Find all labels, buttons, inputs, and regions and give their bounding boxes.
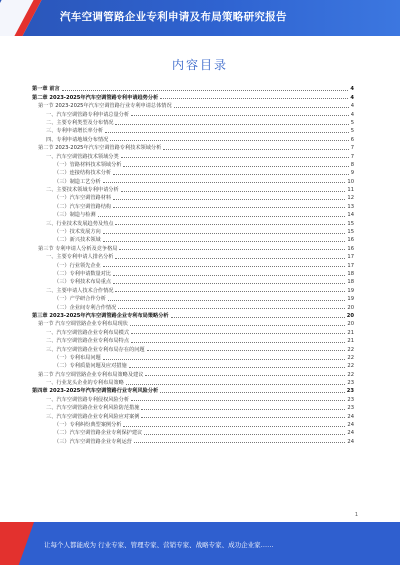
toc-entry[interactable] <box>32 285 354 293</box>
toc-entry[interactable] <box>32 369 354 377</box>
toc-entry-label: （二）专利质量问题及应对措施 <box>54 363 127 370</box>
toc-entry-page: 10 <box>347 178 354 185</box>
toc-entry-page: 23 <box>346 388 354 395</box>
toc-entry-page: 24 <box>347 438 354 445</box>
toc-entry[interactable] <box>32 109 354 117</box>
toc-entry[interactable] <box>32 218 354 226</box>
toc-entry-page: 20 <box>347 304 354 311</box>
toc-entry-label: 一、主要专利申请人排名分析 <box>46 254 114 261</box>
toc-leader-dots <box>147 350 346 351</box>
toc-leader-dots <box>130 325 346 326</box>
toc-entry-label: （二）企业间专利合作情况 <box>54 304 117 311</box>
toc-leader-dots <box>119 249 345 250</box>
toc-entry-page: 21 <box>347 329 354 336</box>
toc-leader-dots <box>160 98 348 99</box>
report-title: 汽车空调管路企业专利申请及布局策略研究报告 <box>60 11 287 23</box>
toc-entry-label: （三）汽车空调管路企业专利运营 <box>54 438 132 445</box>
toc-heading: 内容目录 <box>171 58 228 72</box>
toc-entry-label: 第二章 2023-2025年汽车空调管路专利申请趋势分析 <box>32 94 159 101</box>
toc-entry[interactable] <box>32 243 354 251</box>
toc-entry-page: 19 <box>347 287 354 294</box>
toc-entry-label: （一）行业领先企业 <box>54 262 101 269</box>
toc-leader-dots <box>113 283 345 284</box>
toc-entry[interactable] <box>32 235 354 243</box>
toc-entry-label: 第三章 2023-2025年汽车空调管路企业专利布局策略分析 <box>32 312 169 319</box>
toc-leader-dots <box>131 400 345 401</box>
toc-entry-page: 11 <box>347 187 354 194</box>
toc-leader-dots <box>163 149 348 150</box>
toc-entry-label: 一、行业龙头企业的专利布局策略 <box>46 380 124 387</box>
toc-entry-page: 17 <box>347 254 354 261</box>
toc-entry[interactable] <box>32 277 354 285</box>
toc-leader-dots <box>113 207 345 208</box>
toc-entry-page: 23 <box>347 396 354 403</box>
footer-slogan: 让每个人都能成为 行业专家、管理专家、营销专家、战略专家、成功企业家…… <box>44 541 274 549</box>
toc-entry[interactable] <box>32 336 354 344</box>
toc-entry-label: 一、汽车空调管路企业专利布局模式 <box>46 329 130 336</box>
toc-entry-label: 第一章 前言 <box>32 86 60 93</box>
toc-entry-page: 22 <box>347 371 354 378</box>
toc-entry-label: （三）制造工艺分析 <box>54 178 101 185</box>
report-header <box>0 0 400 36</box>
toc-entry-label: （一）专利布局问题 <box>54 354 101 361</box>
toc-entry[interactable] <box>32 319 354 327</box>
toc-leader-dots <box>113 275 345 276</box>
toc-entry[interactable] <box>32 386 354 394</box>
toc-entry-page: 20 <box>346 312 354 319</box>
toc-entry[interactable] <box>32 260 354 268</box>
toc-entry[interactable] <box>32 210 354 218</box>
toc-leader-dots <box>141 409 345 410</box>
toc-entry-label: 二、主要专利类型及分布情况 <box>46 119 114 126</box>
toc-entry-page: 22 <box>347 354 354 361</box>
toc-entry[interactable] <box>32 201 354 209</box>
toc-entry-label: 第四章 2023-2025年汽车空调管路行业专利风险分析 <box>32 388 159 395</box>
toc-entry[interactable] <box>32 227 354 235</box>
toc-entry-label: （二）专利申请数量对比 <box>54 270 112 277</box>
toc-entry-page: 7 <box>350 153 354 160</box>
toc-entry[interactable] <box>32 269 354 277</box>
toc-entry-label: （三）制造与检测 <box>54 212 96 219</box>
toc-entry-label: 第二节 汽车空调管路企业专利布局策略及建议 <box>38 371 144 378</box>
toc-entry-page: 14 <box>347 212 354 219</box>
toc-entry-page: 12 <box>347 195 354 202</box>
toc-entry-page: 5 <box>350 119 354 126</box>
toc-leader-dots <box>115 224 345 225</box>
toc-leader-dots <box>108 300 346 301</box>
toc-entry-page: 24 <box>347 430 354 437</box>
toc-leader-dots <box>131 333 345 334</box>
toc-entry[interactable] <box>32 394 354 402</box>
toc-leader-dots <box>126 384 346 385</box>
toc-entry-page: 4 <box>350 111 354 118</box>
toc-leader-dots <box>118 308 345 309</box>
toc-entry-label: 三、汽车空调管路企业专利风险应对案例 <box>46 413 140 420</box>
toc-leader-dots <box>174 107 349 108</box>
toc-entry[interactable] <box>32 411 354 419</box>
toc-entry-label: 二、汽车空调管路企业专利布局特点 <box>46 338 130 345</box>
toc-entry[interactable] <box>32 361 354 369</box>
toc-entry-label: （一）产学研合作分析 <box>54 296 106 303</box>
toc-leader-dots <box>131 342 345 343</box>
toc-entry[interactable] <box>32 160 354 168</box>
toc-entry-page: 20 <box>347 321 354 328</box>
toc-leader-dots <box>98 216 346 217</box>
toc-entry-page: 18 <box>347 279 354 286</box>
toc-entry[interactable] <box>32 294 354 302</box>
toc-leader-dots <box>113 199 345 200</box>
toc-entry-page: 24 <box>347 422 354 429</box>
toc-leader-dots <box>123 166 348 167</box>
toc-entry-label: 第一节 2023-2025年汽车空调管路行业专利申请总体情况 <box>38 103 172 110</box>
toc-leader-dots <box>134 442 346 443</box>
toc-entry-label: （二）连接结构技术分析 <box>54 170 112 177</box>
toc-entry-page: 8 <box>350 161 354 168</box>
toc-leader-dots <box>123 426 345 427</box>
toc-entry[interactable] <box>32 193 354 201</box>
report-footer <box>0 522 400 565</box>
toc-entry-page: 13 <box>347 203 354 210</box>
toc-entry-page: 7 <box>350 145 354 152</box>
toc-entry-page: 19 <box>347 296 354 303</box>
toc-entry-page: 5 <box>350 128 354 135</box>
page-number: 1 <box>354 512 358 518</box>
toc-leader-dots <box>121 191 346 192</box>
toc-entry-label: （二）汽车空调管路企业专利保护建议 <box>54 430 143 437</box>
toc-entry-label: （一）管路材料技术领域分析 <box>54 161 122 168</box>
toc-entry-page: 22 <box>347 346 354 353</box>
toc-entry-page: 23 <box>347 380 354 387</box>
toc-entry-page: 24 <box>347 413 354 420</box>
toc-entry[interactable] <box>32 428 354 436</box>
toc-entry-page: 4 <box>350 103 354 110</box>
toc-entry[interactable] <box>32 344 354 352</box>
toc-entry-label: （一）汽车空调管路材料 <box>54 195 112 202</box>
toc-leader-dots <box>144 434 345 435</box>
toc-leader-dots <box>103 182 346 183</box>
toc-entry[interactable] <box>32 118 354 126</box>
toc-leader-dots <box>171 317 345 318</box>
toc-leader-dots <box>121 157 349 158</box>
toc-leader-dots <box>145 375 345 376</box>
toc-entry-page: 16 <box>347 245 354 252</box>
toc-leader-dots <box>129 367 346 368</box>
toc-entry[interactable] <box>32 302 354 310</box>
toc-leader-dots <box>115 258 345 259</box>
toc-leader-dots <box>103 359 346 360</box>
toc-entry-page: 18 <box>347 270 354 277</box>
toc-entry-label: 三、行业技术发展趋势及热点 <box>46 220 114 227</box>
toc-entry-label: 第一节 汽车空调管路企业专利布局现状 <box>38 321 128 328</box>
toc-leader-dots <box>105 132 349 133</box>
toc-entry-label: （一）专利纠纷典型案例分析 <box>54 422 122 429</box>
toc-entry[interactable] <box>32 168 354 176</box>
toc-entry-label: （三）专利技术布局重点 <box>54 279 112 286</box>
toc-entry[interactable] <box>32 327 354 335</box>
toc-entry-label: 三、汽车空调管路企业专利布局存在的问题 <box>46 346 145 353</box>
toc-entry-page: 4 <box>350 94 354 101</box>
toc-entry[interactable] <box>32 436 354 444</box>
toc-entry-label: （二）汽车空调管路结构 <box>54 203 112 210</box>
toc-entry-label: 三、专利申请增长率分析 <box>46 128 104 135</box>
toc-leader-dots <box>115 291 345 292</box>
toc-entry-page: 23 <box>347 405 354 412</box>
toc-entry-page: 9 <box>350 170 354 177</box>
toc-entry[interactable] <box>32 252 354 260</box>
toc-entry-page: 15 <box>347 229 354 236</box>
toc-entry[interactable] <box>32 143 354 151</box>
toc-entry[interactable] <box>32 151 354 159</box>
toc-entry[interactable] <box>32 420 354 428</box>
toc-leader-dots <box>113 174 349 175</box>
toc-entry-page: 21 <box>347 338 354 345</box>
toc-entry-label: （二）新兴技术领域 <box>54 237 101 244</box>
toc-entry-label: 二、主要技术领域专利申请分析 <box>46 187 119 194</box>
toc-entry[interactable] <box>32 126 354 134</box>
table-of-contents <box>32 84 354 445</box>
toc-entry-label: 一、汽车空调管路专利申请总量分析 <box>46 111 130 118</box>
toc-entry-page: 15 <box>347 220 354 227</box>
toc-entry-label: （一）技术发展方向 <box>54 229 101 236</box>
toc-entry[interactable] <box>32 311 354 319</box>
toc-leader-dots <box>110 140 348 141</box>
toc-entry[interactable] <box>32 176 354 184</box>
toc-entry-label: 二、汽车空调管路企业专利风险防范措施 <box>46 405 140 412</box>
toc-entry-label: 一、汽车空调管路技术领域分类 <box>46 153 119 160</box>
toc-entry[interactable] <box>32 378 354 386</box>
toc-entry-page: 22 <box>347 363 354 370</box>
toc-entry[interactable] <box>32 185 354 193</box>
toc-entry[interactable] <box>32 353 354 361</box>
toc-entry-label: 二、主要申请人技术合作情况 <box>46 287 114 294</box>
toc-entry-page: 6 <box>350 136 354 143</box>
toc-entry[interactable] <box>32 403 354 411</box>
footer-red-mark <box>0 522 34 565</box>
toc-entry-page: 17 <box>347 262 354 269</box>
toc-leader-dots <box>160 392 345 393</box>
toc-leader-dots <box>103 266 346 267</box>
toc-leader-dots <box>131 115 349 116</box>
toc-leader-dots <box>141 417 345 418</box>
toc-entry-page: 4 <box>350 86 354 93</box>
toc-entry-page: 16 <box>347 237 354 244</box>
toc-entry[interactable] <box>32 134 354 142</box>
toc-entry-label: 四、专利申请地域分布情况 <box>46 136 109 143</box>
toc-entry-label: 第二节 2023-2025年汽车空调管路专利技术领域分析 <box>38 145 162 152</box>
toc-leader-dots <box>103 233 346 234</box>
toc-entry[interactable] <box>32 101 354 109</box>
toc-entry[interactable] <box>32 92 354 100</box>
toc-entry[interactable] <box>32 84 354 92</box>
toc-leader-dots <box>62 90 349 91</box>
toc-entry-label: 第三节 专利申请人分析及竞争格局 <box>38 245 118 252</box>
toc-leader-dots <box>115 124 348 125</box>
toc-entry-label: 一、汽车空调管路专利侵权风险分析 <box>46 396 130 403</box>
toc-leader-dots <box>103 241 346 242</box>
